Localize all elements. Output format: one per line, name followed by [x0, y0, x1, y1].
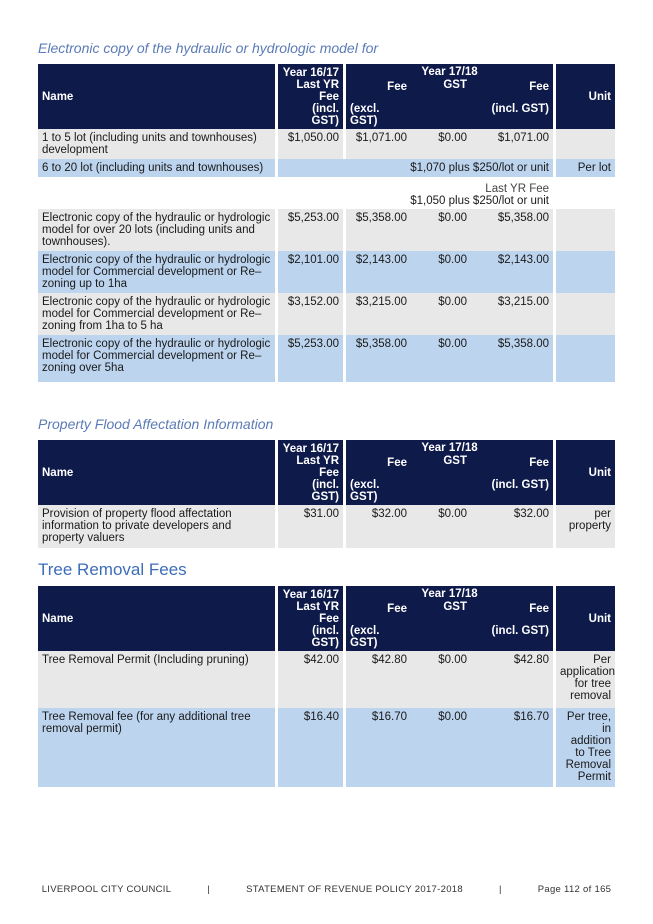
row-name: Electronic copy of the hydraulic or hydrologic model for over 20 lots (including units and townhouses). [38, 209, 275, 251]
row-unit: Per lot [553, 159, 615, 177]
row-fee-incl: $5,358.00 [471, 335, 553, 382]
row-last-fee: $16.40 [275, 708, 343, 787]
row-unit [553, 293, 615, 335]
table-row [38, 335, 615, 382]
section-title-tree-removal: Tree Removal Fees [38, 560, 187, 579]
footer-org: LIVERPOOL CITY COUNCIL [41, 884, 172, 895]
header-name: Name [38, 440, 275, 505]
row-fee-excl: $3,215.00 [343, 293, 411, 335]
row-last-fee: $31.00 [275, 505, 343, 548]
row-unit [553, 209, 615, 251]
row-name: Electronic copy of the hydraulic or hydrologic model for Commercial development or Re–zoning up to 1ha [38, 251, 275, 293]
header-unit: Unit [553, 586, 615, 651]
row-gst: $0.00 [411, 251, 471, 293]
header-fee-excl: Fee (excl. GST) [343, 455, 411, 505]
header-year-prev: Year 16/17 Last YR Fee (incl. GST) [275, 64, 343, 129]
row-last-fee: $5,253.00 [275, 209, 343, 251]
row-gst: $0.00 [411, 129, 471, 159]
table-row [38, 651, 615, 708]
row-unit: Per tree, in addition to Tree Removal Permit [553, 708, 615, 787]
row-name: Electronic copy of the hydraulic or hydrologic model for Commercial development or Re–zoning over 5ha [38, 335, 275, 382]
flood-affectation-fee-table [38, 440, 615, 548]
row-fee-incl: $42.80 [471, 651, 553, 708]
header-unit: Unit [553, 440, 615, 505]
row-fee-excl: $2,143.00 [343, 251, 411, 293]
row-fee-excl: $1,071.00 [343, 129, 411, 159]
row-name: 1 to 5 lot (including units and townhouses) development [38, 129, 275, 159]
table-header-row [38, 440, 615, 455]
table-row [38, 129, 615, 159]
header-year-cur: Year 17/18 [343, 64, 553, 79]
header-fee-incl: Fee (incl. GST) [471, 455, 553, 505]
table-header-row [38, 586, 615, 601]
section-title-hydraulic-model: Electronic copy of the hydraulic or hydrologic model for [38, 40, 379, 56]
table-row [38, 708, 615, 787]
row-fee-excl: $42.80 [343, 651, 411, 708]
header-unit: Unit [553, 64, 615, 129]
row-name: Tree Removal Permit (Including pruning) [38, 651, 275, 708]
header-name: Name [38, 64, 275, 129]
header-gst: GST [411, 79, 471, 129]
footer-page-number: Page 112 of 165 [537, 884, 612, 895]
row-unit: Per application for tree removal [553, 651, 615, 708]
row-name: Electronic copy of the hydraulic or hydrologic model for Commercial development or Re–zoning from 1ha to 5 ha [38, 293, 275, 335]
row-last-fee: $42.00 [275, 651, 343, 708]
row-unit: per property [553, 505, 615, 548]
row-fee-excl: $32.00 [343, 505, 411, 548]
row-fee-incl: $32.00 [471, 505, 553, 548]
row-gst: $0.00 [411, 708, 471, 787]
row-fee-excl: $5,358.00 [343, 335, 411, 382]
row-name: 6 to 20 lot (including units and townhouses) [38, 159, 275, 177]
header-fee-incl: Fee (incl. GST) [471, 601, 553, 651]
header-year-cur: Year 17/18 [343, 440, 553, 455]
table-row [38, 293, 615, 335]
row-gst: $0.00 [411, 335, 471, 382]
header-year-prev: Year 16/17 Last YR Fee (incl. GST) [275, 586, 343, 651]
row-name: Tree Removal fee (for any additional tree removal permit) [38, 708, 275, 787]
row-last-fee: $2,101.00 [275, 251, 343, 293]
row-gst: $0.00 [411, 505, 471, 548]
page-footer [0, 884, 653, 895]
row-unit [553, 129, 615, 159]
footer-separator: | [498, 884, 502, 895]
row-fee-incl: $16.70 [471, 708, 553, 787]
row-merged-fee: $1,070 plus $250/lot or unit [275, 159, 553, 177]
header-fee-excl: Fee (excl. GST) [343, 79, 411, 129]
section-title-flood-affectation: Property Flood Affectation Information [38, 416, 274, 432]
footer-doc-title: STATEMENT OF REVENUE POLICY 2017-2018 [246, 884, 463, 895]
header-fee-incl: Fee (incl. GST) [471, 79, 553, 129]
row-fee-incl: $5,358.00 [471, 209, 553, 251]
last-yr-fee-note: Last YR Fee $1,050 plus $250/lot or unit [275, 177, 553, 209]
table-row [38, 251, 615, 293]
row-fee-excl: $5,358.00 [343, 209, 411, 251]
table-header-row [38, 64, 615, 79]
header-year-cur: Year 17/18 [343, 586, 553, 601]
header-gst: GST [411, 601, 471, 651]
table-row [38, 209, 615, 251]
row-fee-incl: $1,071.00 [471, 129, 553, 159]
row-fee-incl: $2,143.00 [471, 251, 553, 293]
row-last-fee: $1,050.00 [275, 129, 343, 159]
row-unit [553, 251, 615, 293]
tree-removal-fee-table [38, 586, 615, 787]
header-fee-excl: Fee (excl. GST) [343, 601, 411, 651]
row-unit [553, 335, 615, 382]
table-row [38, 505, 615, 548]
row-gst: $0.00 [411, 651, 471, 708]
row-fee-excl: $16.70 [343, 708, 411, 787]
table-row [38, 159, 615, 177]
row-fee-incl: $3,215.00 [471, 293, 553, 335]
header-gst: GST [411, 455, 471, 505]
row-gst: $0.00 [411, 293, 471, 335]
row-gst: $0.00 [411, 209, 471, 251]
hydraulic-model-fee-table [38, 64, 615, 382]
row-last-fee: $5,253.00 [275, 335, 343, 382]
row-name: Provision of property flood affectation information to private developers and property valuers [38, 505, 275, 548]
footer-separator: | [207, 884, 211, 895]
row-last-fee: $3,152.00 [275, 293, 343, 335]
table-row-note [38, 177, 615, 209]
header-year-prev: Year 16/17 Last YR Fee (incl. GST) [275, 440, 343, 505]
header-name: Name [38, 586, 275, 651]
